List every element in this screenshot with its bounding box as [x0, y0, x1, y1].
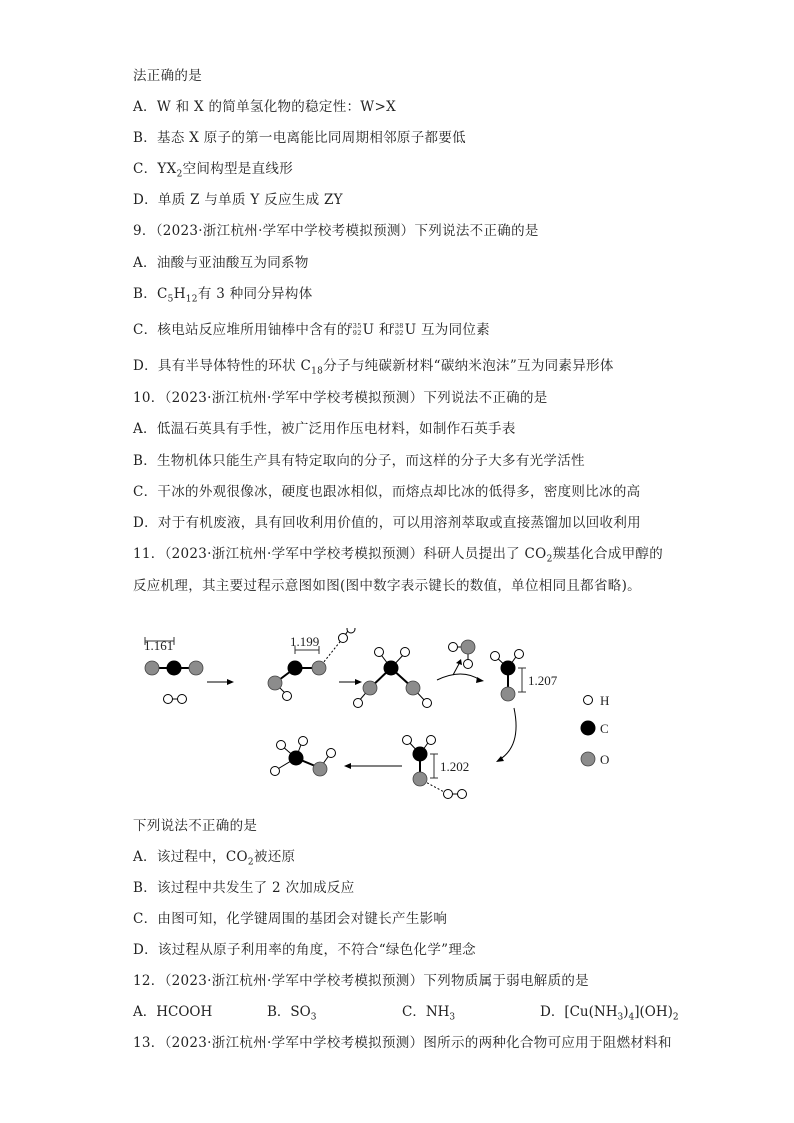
oxygen-atom — [313, 762, 327, 776]
carbon-atom — [413, 747, 428, 762]
legend-carbon-label: C — [600, 721, 609, 736]
hydrogen-atom — [339, 634, 348, 643]
hydrogen-atom — [449, 643, 458, 652]
q11-stem-line-2: 反应机理，其主要过程示意图如图(图中数字表示键长的数值，单位相同且都省略)。 — [133, 578, 641, 594]
q12-option-a: A．HCOOH — [133, 1004, 213, 1020]
carbon-atom — [289, 751, 304, 766]
oxygen-atom — [501, 687, 515, 701]
carbon-atom — [501, 661, 516, 676]
carbon-atom — [288, 661, 303, 676]
molecule-co2 — [144, 637, 203, 676]
legend-oxygen-label: O — [600, 752, 610, 767]
q12-option-b: B．$SO_3$ — [267, 1004, 317, 1023]
q10-option-b: B．生物机体只能生产具有特定取向的分子，而这样的分子大多有光学活性 — [133, 453, 585, 469]
q11-option-c: C．由图可知，化学键周围的基团会对键长产生影响 — [133, 911, 448, 927]
hydrogen-atom — [401, 648, 410, 657]
hydrogen-atom — [347, 628, 355, 633]
hydrogen-atom — [375, 648, 384, 657]
reaction-mechanism-diagram — [130, 628, 650, 806]
hydrogen-atom — [458, 790, 467, 799]
q11-option-b: B．该过程中共发生了 2 次加成反应 — [133, 880, 355, 896]
hydrogen-atom — [515, 650, 524, 659]
legend-oxygen-icon — [581, 752, 595, 766]
hydrogen-atom — [277, 741, 286, 750]
hydrogen-atom — [327, 749, 336, 758]
q9-option-c: C．核电站反应堆所用铀棒中含有的 235 92 U 和 238 92 U 互为同位素 — [133, 322, 490, 338]
molecule-methanol — [271, 737, 336, 777]
atom-legend — [581, 693, 610, 767]
carbon-atom — [167, 661, 182, 676]
reaction-arrow-5 — [344, 763, 402, 769]
hydrogen-atom — [271, 767, 280, 776]
oxygen-atom — [461, 640, 475, 654]
q11-stem-line-1: 11．（2023·浙江杭州·学军中学校考模拟预测）科研人员提出了 $CO_2$羰基化合成甲醇的 — [133, 546, 663, 565]
hydrogen-atom — [491, 652, 500, 661]
q13-stem: 13．（2023·浙江杭州·学军中学校考模拟预测）图所示的两种化合物可应用于阻燃材料和 — [133, 1035, 672, 1051]
legend-hydrogen-label: H — [600, 693, 610, 708]
q9-stem: 9．（2023·浙江杭州·学军中学校考模拟预测）下列说法不正确的是 — [133, 223, 539, 239]
hydrogen-atom — [423, 699, 432, 708]
molecule-intermediate-2 — [354, 648, 432, 708]
q8-option-d: D．单质 Z 与单质 Y 反应生成 ZY — [133, 192, 343, 208]
q9-option-b: B．$C_5H_{12}$有 3 种同分异构体 — [133, 286, 313, 305]
legend-carbon-icon — [581, 721, 596, 736]
molecule-formaldehyde — [491, 650, 558, 702]
bond-length-label-1: 1.161 — [144, 638, 174, 653]
isotope-notation-2: 238 92 — [390, 322, 404, 337]
oxygen-atom — [312, 661, 326, 675]
bond-length-label-3: 1.207 — [528, 673, 558, 688]
hydrogen-atom — [464, 660, 473, 669]
reaction-arrow-3 — [437, 640, 484, 683]
q12-option-d: D．$[Cu(NH_3)_4](OH)_2$ — [540, 1004, 679, 1023]
q9-option-a: A．油酸与亚油酸互为同系物 — [133, 255, 309, 271]
hydrogen-atom — [178, 695, 187, 704]
oxygen-atom — [189, 661, 203, 675]
molecule-intermediate-1 — [268, 628, 355, 701]
hydrogen-atom — [427, 736, 436, 745]
legend-hydrogen-icon — [584, 696, 593, 705]
q10-option-a: A．低温石英具有手性，被广泛用作压电材料，如制作石英手表 — [133, 421, 516, 437]
hydrogen-atom — [299, 737, 308, 746]
carbon-atom — [384, 661, 399, 676]
oxygen-atom — [363, 681, 377, 695]
reaction-arrow-2 — [339, 679, 362, 685]
hydrogen-atom — [354, 699, 363, 708]
q10-stem: 10．（2023·浙江杭州·学军中学校考模拟预测）下列说法不正确的是 — [133, 390, 548, 406]
oxygen-atom — [413, 772, 427, 786]
reaction-arrow-4 — [496, 708, 516, 762]
q12-stem: 12．（2023·浙江杭州·学军中学校考模拟预测）下列物质属于弱电解质的是 — [133, 973, 589, 989]
q10-option-c: C．干冰的外观很像冰，硬度也跟冰相似，而熔点却比冰的低得多，密度则比冰的高 — [133, 484, 641, 500]
isotope-notation-1: 235 92 — [348, 322, 362, 337]
oxygen-atom — [268, 676, 282, 690]
q11-option-d: D．该过程从原子利用率的角度，不符合“绿色化学”理念 — [133, 942, 476, 958]
q8-option-b: B．基态 X 原子的第一电离能比同周期相邻原子都要低 — [133, 130, 466, 146]
q12-option-c: C．$NH_3$ — [402, 1004, 456, 1023]
oxygen-atom — [406, 681, 420, 695]
bond-length-label-2: 1.199 — [290, 634, 320, 649]
q8-stem-tail: 法正确的是 — [133, 68, 202, 84]
q9-option-d: D．具有半导体特性的环状 $C_{18}$分子与纯碳新材料“碳纳米泡沫”互为同素异形体 — [133, 358, 614, 377]
q8-option-c: C．$YX_2$空间构型是直线形 — [133, 161, 293, 180]
q11-question: 下列说法不正确的是 — [133, 818, 258, 834]
hydrogen-atom — [164, 695, 173, 704]
hydrogen-atom — [403, 736, 412, 745]
molecule-h2 — [164, 695, 187, 704]
bond-length-label-4: 1.202 — [440, 759, 470, 774]
hydrogen-atom — [444, 790, 453, 799]
hydrogen-atom — [283, 692, 292, 701]
q11-option-a: A．该过程中，$CO_2$被还原 — [133, 849, 296, 868]
q10-option-d: D．对于有机废液，具有回收利用价值的，可以用溶剂萃取或直接蒸馏加以回收利用 — [133, 515, 641, 531]
q8-option-a: A．W 和 X 的简单氢化物的稳定性：W>X — [133, 99, 397, 115]
molecule-intermediate-3 — [403, 736, 470, 799]
reaction-arrow-1 — [207, 679, 234, 685]
oxygen-atom — [145, 661, 159, 675]
